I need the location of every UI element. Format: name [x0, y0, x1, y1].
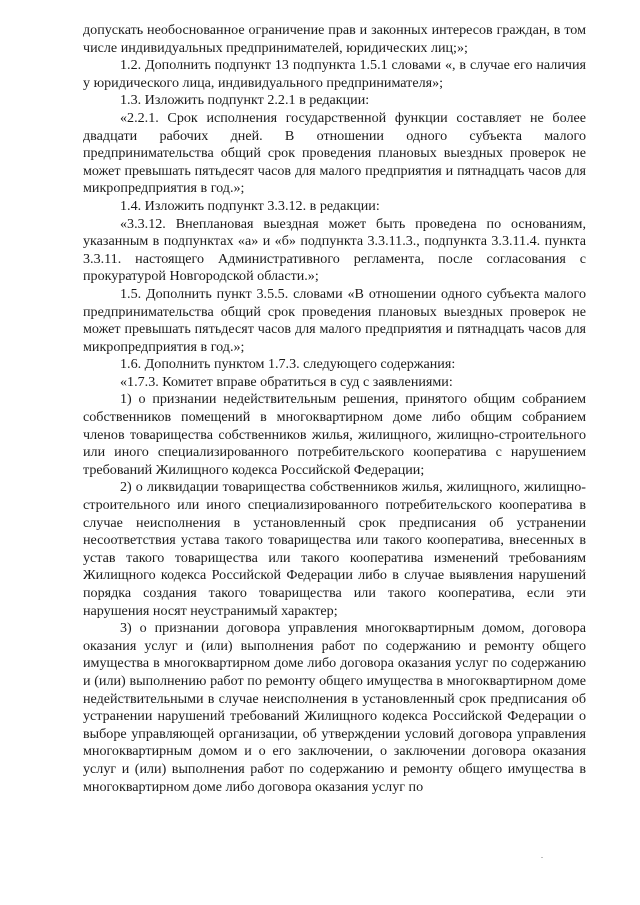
paragraph: 1.6. Дополнить пунктом 1.7.3. следующего содержания: — [120, 356, 456, 373]
paragraph: 1.5. Дополнить пункт 3.5.5. словами «В отношении одного субъекта малого предпринимательства общий срок проведения плановых выездных проверок не может превышать пятьдесят часов для малого предприятия и пятнадцать часов для микропредприятия в год.»; — [83, 285, 586, 355]
document-body — [83, 22, 586, 796]
paragraph: «2.2.1. Срок исполнения государственной функции составляет не более двадцати рабочих дней. В отношении одного субъекта малого предпринимательства общий срок проведения плановых выездных проверок не может превышать пятьдесят часов для малого предприятия и пятнадцать часов для микропредприятия в год.»; — [83, 109, 586, 197]
paragraph: 1) о признании недействительным решения, принятого общим собранием собственников помещений в многоквартирном доме либо общим собранием членов товарищества собственников жилья, жилищного, жилищно-строительного или иного специализированного потребительского кооператива с нарушением требований Жилищного кодекса Российской Федерации; — [83, 391, 586, 478]
paragraph: 2) о ликвидации товарищества собственников жилья, жилищного, жилищно-строительного или иного специализированного потребительского кооператива в случае неисполнения в установленный срок предписания об устранении несоответствия устава такого товарищества или такого кооператива, внесенных в устав такого товарищества или такого кооператива изменений требованиям Жилищного кодекса Российской Федерации либо в случае выявления нарушений порядка создания такого товарищества или такого кооператива, если эти нарушения носят неустранимый характер; — [83, 479, 586, 619]
paragraph: допускать необоснованное ограничение прав и законных интересов граждан, в том числе индивидуальных предпринимателей, юридических лиц;»; — [83, 22, 586, 56]
paragraph: 1.2. Дополнить подпункт 13 подпункта 1.5.1 словами «, в случае его наличия у юридического лица, индивидуального предпринимателя»; — [83, 57, 586, 91]
scan-artifact — [541, 857, 543, 858]
paragraph: «3.3.12. Внеплановая выездная может быть проведена по основаниям, указанным в подпунктах «а» и «б» подпункта 3.3.11.3., подпункта 3.3.11.4. пункта 3.3.11. настоящего Административного регламента, после согласования с прокуратурой Новгородской области.»; — [83, 215, 586, 285]
paragraph: «1.7.3. Комитет вправе обратиться в суд с заявлениями: — [120, 373, 453, 390]
paragraph: 1.3. Изложить подпункт 2.2.1 в редакции: — [120, 92, 370, 109]
paragraph: 3) о признании договора управления многоквартирным домом, договора оказания услуг и (или) выполнения работ по содержанию и ремонту общего имущества в многоквартирном доме либо договора оказания услуг по содержанию и (или) выполнению работ по ремонту общего имущества в многоквартирном доме недействительными в случае неисполнения в установленный срок предписания об устранении нарушений требований Жилищного кодекса Российской Федерации о выборе управляющей организации, об утверждении условий договора управления многоквартирным домом и о его заключении, о заключении договора оказания услуг и (или) выполнения работ по содержанию и ремонту общего имущества в многоквартирном доме либо договора оказания услуг по — [83, 620, 586, 795]
paragraph: 1.4. Изложить подпункт 3.3.12. в редакции: — [120, 197, 380, 214]
